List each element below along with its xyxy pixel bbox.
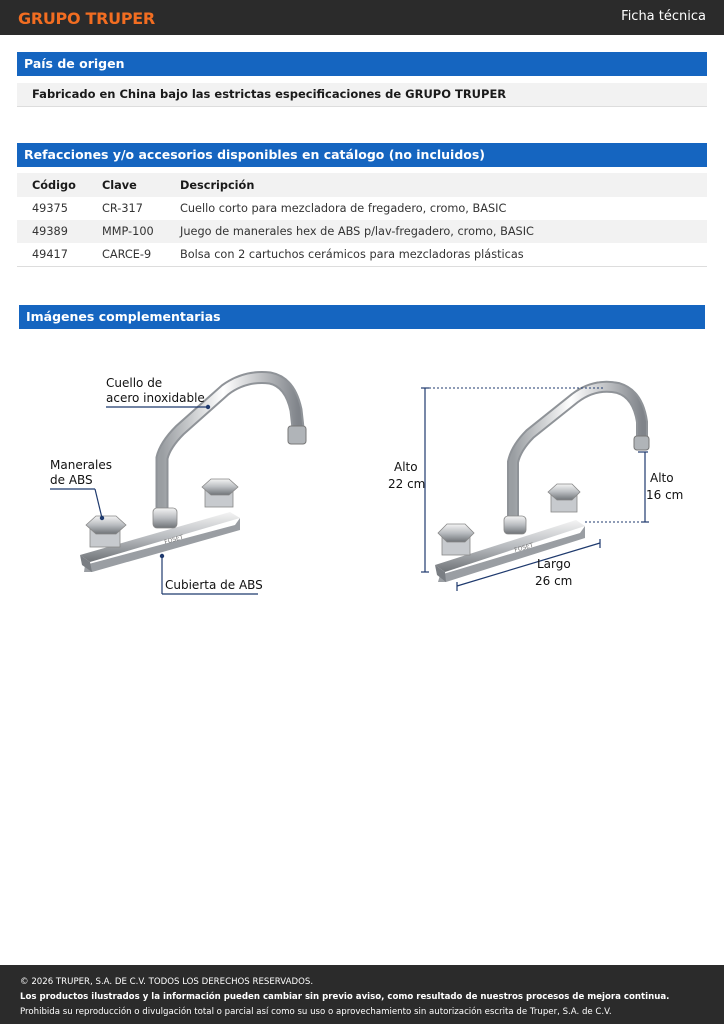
faucet-dimensions-figure [380,350,690,610]
left-handle-icon [438,524,474,555]
table-row [17,197,707,220]
svg-text:Cubierta de ABS: Cubierta de ABS [165,578,263,592]
faucet-parts-figure [40,350,330,610]
section-title-accessories: Refacciones y/o accesorios disponibles en catálogo (no incluidos) [17,143,707,167]
svg-text:Largo: Largo [537,557,571,571]
cell-descripcion: Cuello corto para mezcladora de fregadero, cromo, BASIC [180,202,507,215]
header-bar [0,0,724,35]
cell-descripcion: Juego de manerales hex de ABS p/lav-fregadero, cromo, BASIC [180,220,707,243]
footer-copyright: © 2026 TRUPER, S.A. DE C.V. TODOS LOS DERECHOS RESERVADOS. [20,977,314,987]
svg-text:22 cm: 22 cm [388,477,426,491]
dimension-total-height [388,388,605,572]
svg-text:Alto: Alto [650,471,674,485]
brand-logo: GRUPO TRUPER [18,9,155,28]
cell-descripcion: Bolsa con 2 cartuchos cerámicos para mezcladoras plásticas [180,243,707,267]
table-header-row [17,173,707,197]
column-header-descripcion: Descripción [180,173,707,197]
callout-handles [50,458,112,520]
document-type: Ficha técnica [621,9,706,24]
cell-codigo: 49417 [17,243,102,267]
right-handle-icon [548,484,580,512]
origin-text: Fabricado en China bajo las estrictas especificaciones de GRUPO TRUPER [17,83,707,107]
svg-text:Cuello de: Cuello de [106,376,163,390]
cell-clave: CARCE-9 [102,243,180,267]
svg-text:de ABS: de ABS [50,473,93,487]
cell-clave: CR-317 [102,202,143,215]
callout-neck [106,376,210,409]
section-title-images: Imágenes complementarias [19,305,705,329]
column-header-codigo: Código [17,173,102,197]
callout-cover [160,554,263,594]
left-handle-icon [86,516,126,547]
footer-notice: Los productos ilustrados y la información pueden cambiar sin previo aviso, como resultado de nuestros procesos de mejora continua. [20,992,670,1002]
cell-codigo: 49389 [17,220,102,243]
cell-codigo: 49375 [32,202,68,215]
svg-text:16 cm: 16 cm [646,488,684,502]
base-mark: FOSET [513,541,535,554]
table-row [17,220,707,243]
svg-text:Manerales: Manerales [50,458,112,472]
footer-prohibition: Prohibida su reproducción o divulgación total o parcial así como su uso o aprovechamiento sin autorización escrita de Truper, S.A. de C.V. [20,1007,612,1017]
svg-text:Alto: Alto [394,460,418,474]
svg-text:26 cm: 26 cm [535,574,573,588]
base-mark: FOSET [163,533,185,546]
footer [0,965,724,1024]
accessories-table [17,173,707,267]
table-row [17,243,707,267]
cell-clave: MMP-100 [102,220,180,243]
column-header-clave: Clave [102,173,180,197]
svg-text:acero inoxidable: acero inoxidable [106,391,205,405]
right-handle-icon [202,479,238,507]
dimension-spout-height [585,452,683,522]
section-title-origin: País de origen [17,52,707,76]
faucet-illustration [435,387,649,582]
